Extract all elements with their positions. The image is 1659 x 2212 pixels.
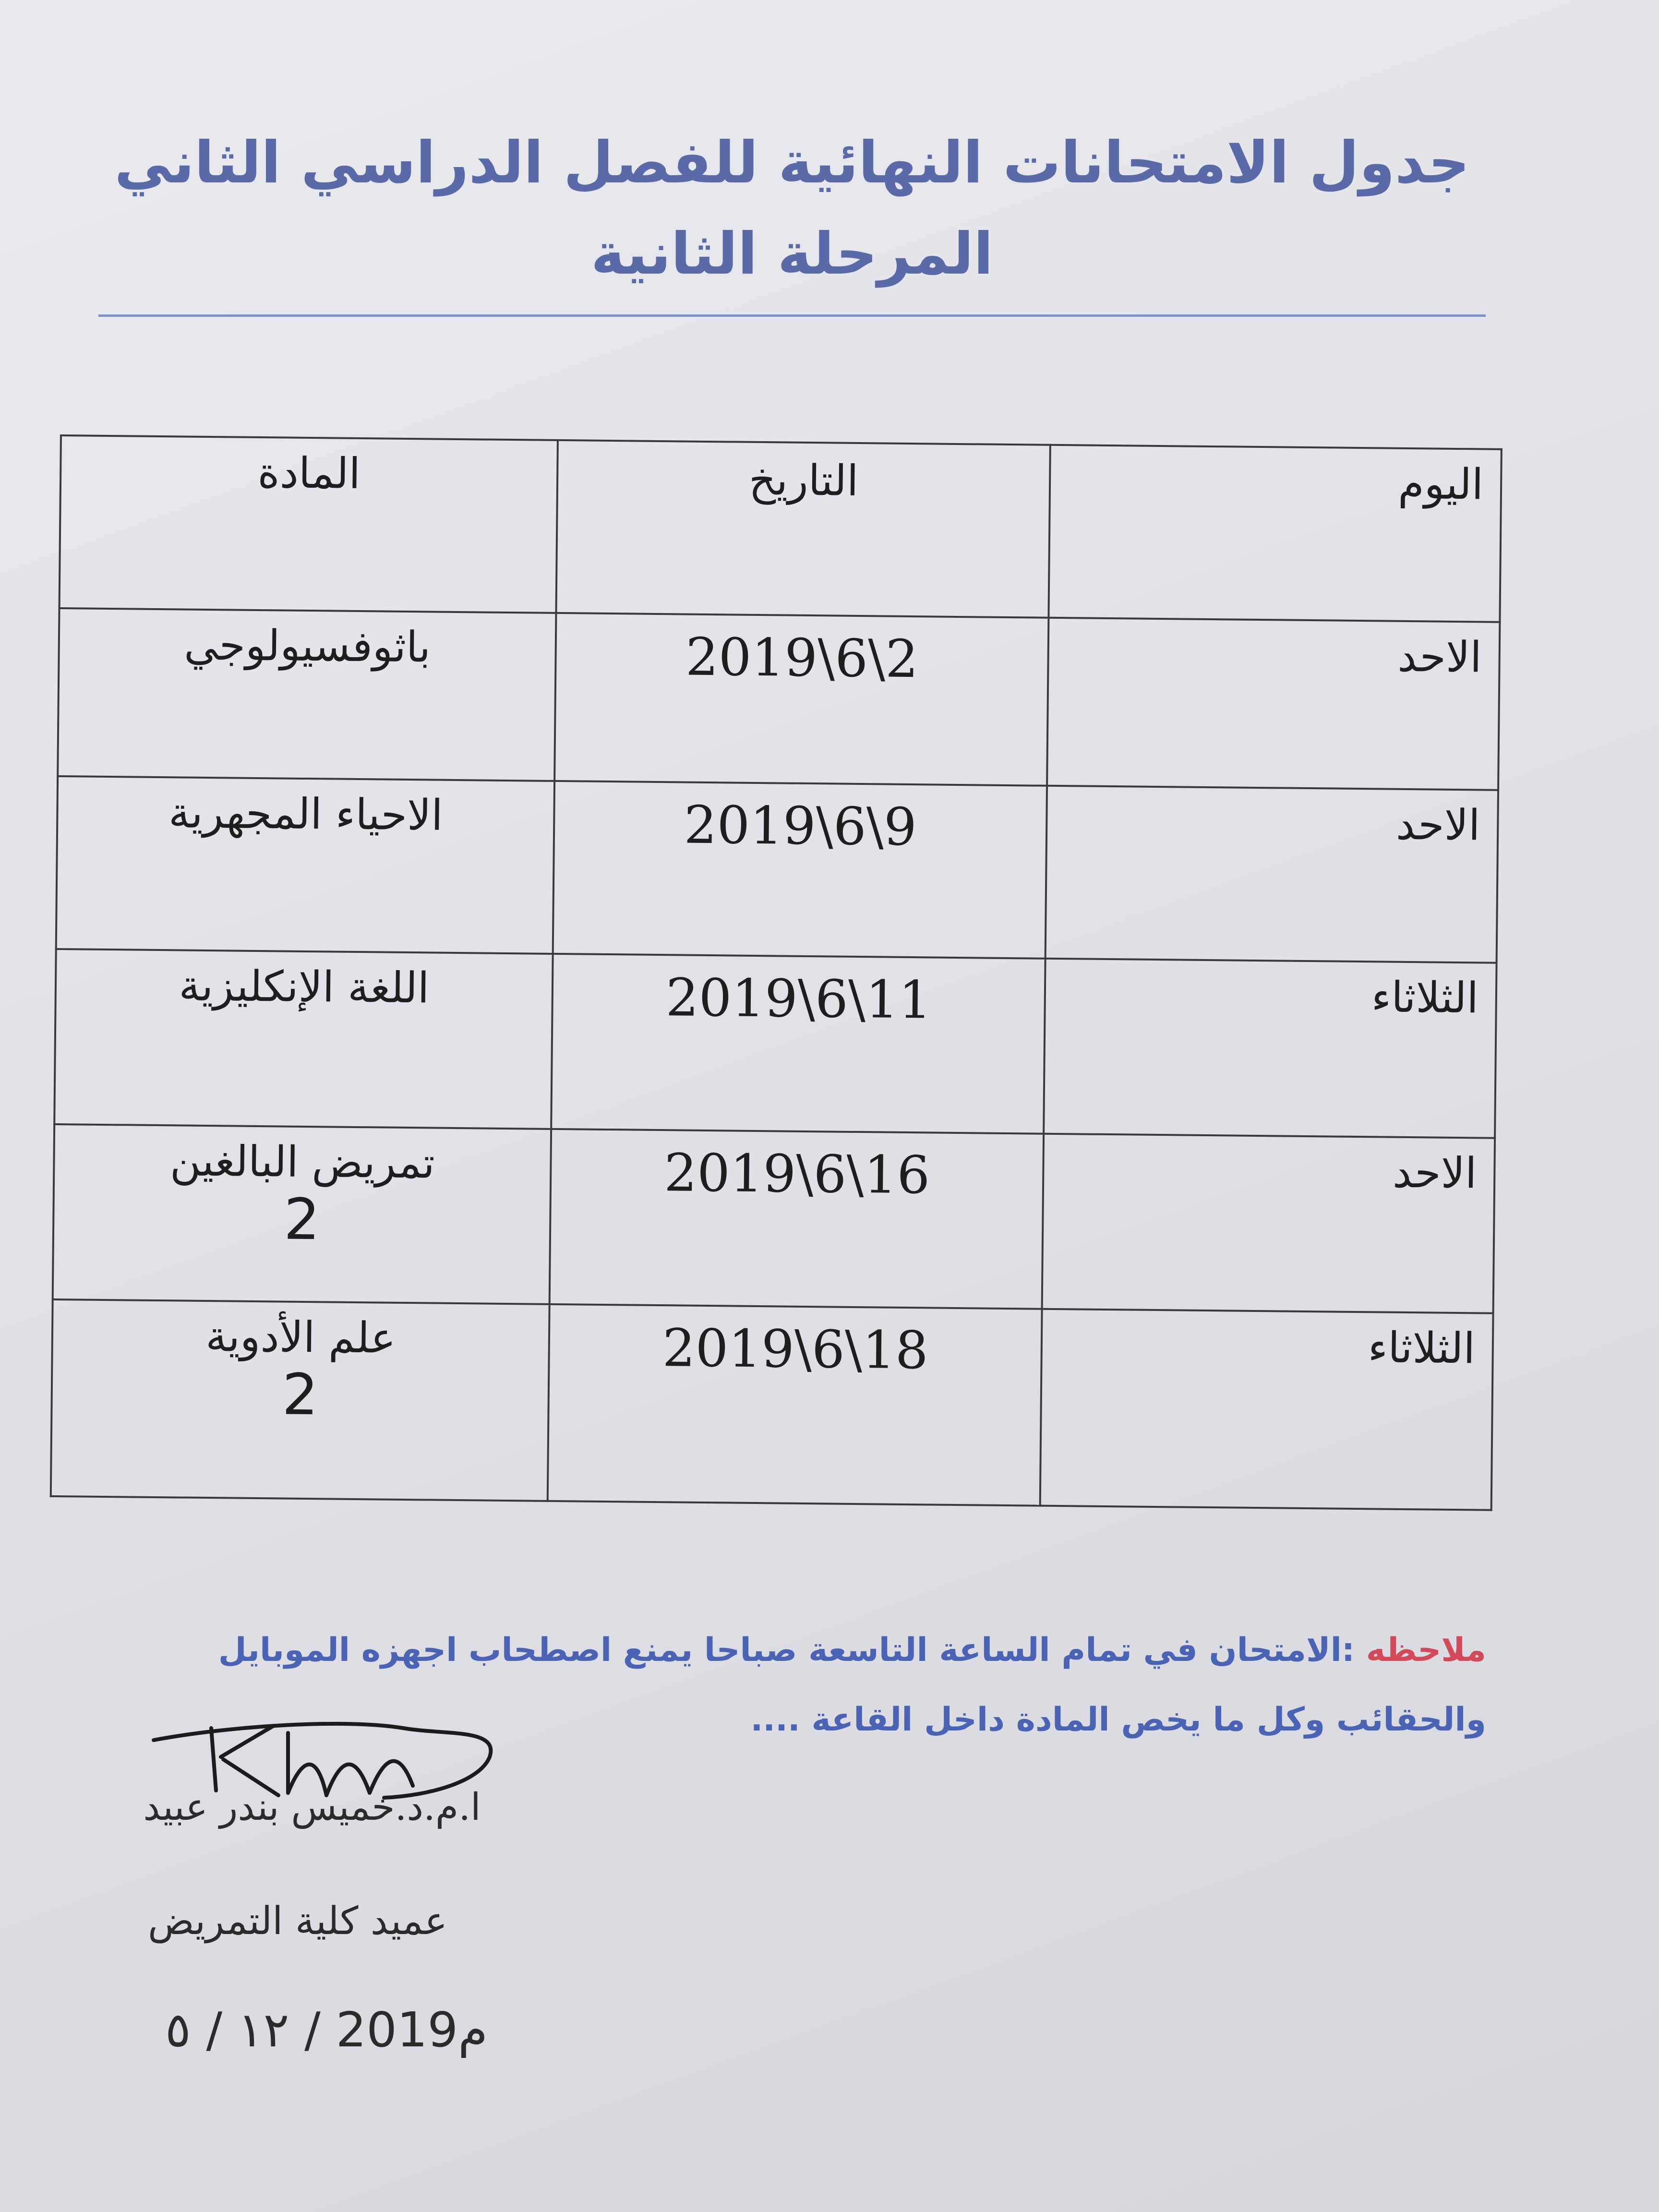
table-row [53, 1124, 1495, 1313]
row-date: 2019\6\2 [554, 613, 1048, 786]
row-subject: اللغة الإنكليزية [54, 949, 553, 1129]
signer-title: عميد كلية التمريض [148, 1899, 447, 1943]
table-row [56, 776, 1498, 963]
note-text: :الامتحان في تمام الساعة التاسعة صباحا يمنع اصطحاب اجهزه الموبايل والحقائب وكل ما يخص المادة داخل القاعة .... [218, 1631, 1486, 1739]
subject-name: علم الأدوية [205, 1311, 397, 1363]
row-day: الاحد [1047, 618, 1500, 790]
row-date: 2019\6\18 [548, 1304, 1042, 1506]
row-day: الاحد [1046, 786, 1498, 963]
row-day: الثلاثاء [1044, 959, 1496, 1138]
exam-schedule-table [50, 434, 1503, 1509]
row-subject: الاحياء المجهرية [56, 776, 554, 954]
signature-date: ١٢ / ٥ / 2019م [165, 2002, 488, 2058]
table-header-row [60, 435, 1502, 622]
row-day: الاحد [1042, 1134, 1495, 1313]
table-row [51, 1299, 1493, 1510]
subject-name: تمريض البالغين [169, 1136, 435, 1188]
handwritten-number: 2 [282, 1361, 319, 1428]
row-subject: باثوفسيولوجي [58, 608, 556, 781]
table-row [54, 949, 1496, 1138]
row-date: 2019\6\11 [551, 954, 1045, 1134]
page-subtitle: المرحلة الثانية [590, 221, 994, 288]
header-day: اليوم [1048, 445, 1501, 622]
title-divider [98, 314, 1486, 317]
header-subject: المادة [60, 435, 558, 613]
header-date: التاريخ [556, 440, 1050, 618]
row-date: 2019\6\9 [553, 781, 1047, 959]
handwritten-number: 2 [283, 1186, 321, 1253]
row-subject [53, 1124, 551, 1304]
signer-name: ا.م.د.خميس بندر عبيد [143, 1786, 481, 1829]
page-title: جدول الامتحانات النهائية للفصل الدراسي الثاني [114, 130, 1470, 196]
table-row [58, 608, 1500, 790]
note-label: ملاحظه [1366, 1631, 1486, 1669]
row-date: 2019\6\16 [550, 1129, 1044, 1309]
row-day: الثلاثاء [1040, 1309, 1493, 1510]
row-subject [51, 1299, 550, 1501]
